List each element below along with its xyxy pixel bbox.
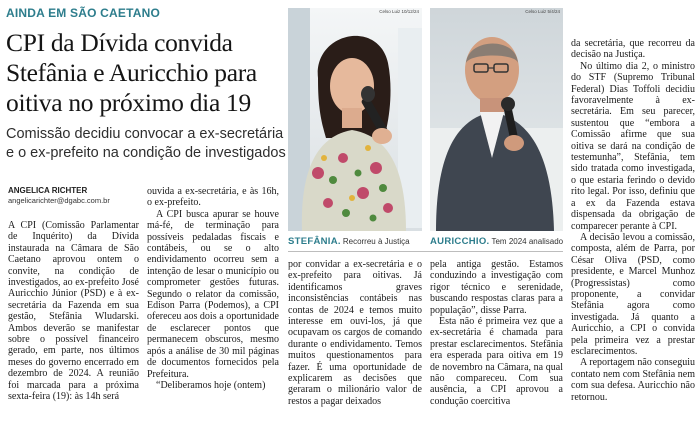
article-column-1 [8,220,139,403]
photo-caption-auricchio [430,236,563,247]
subheadline: Comissão decidiu convocar a ex-secretária e o ex-prefeito na condição de investigados [6,126,286,161]
caption-name: AURICCHIO. [430,236,490,247]
caption-divider [288,251,563,252]
caption-name: STEFÂNIA. [288,236,341,247]
paragraph: Esta não é primeira vez que a ex-secretária é chamada para prestar esclarecimentos. Stefânia era esperada para oitiva em 19 de novembro na Câmara, na qual não compareceu. Com sua ausência, a CPI aprovou a condução coercitiva [430,316,563,407]
paragraph: A reportagem não conseguiu contato nem com Stefânia nem com sua defesa. Auricchio não retornou. [571,357,695,403]
article-column-4 [430,259,563,407]
paragraph: da secretária, que recorreu da decisão na Justiça. [571,38,695,61]
photo-stefania-image [288,8,422,231]
paragraph: No último dia 2, o ministro do STF (Supremo Tribunal Federal) Dias Toffoli decidiu favoravelmente à ex-secretária. Em seu parecer, sustentou que “embora a Comissão afirme que sua oitiva se dará na condição de testemunha”, Stefânia, tem sido tratada como investigada, o que estaria ferindo o devido rito legal. Por isso, definiu que a ex da Fazenda estava dispensada da obrigação de comparecer perante à CPI. [571,60,695,232]
caption-text: Tem 2024 analisado [491,237,564,246]
paragraph: A decisão levou a comissão, composta, além de Parra, por César Oliva (PSD, como presidente, e Marcel Munhoz (Progressistas) como proponente, a convidar Stefânia agora como investigada. Já quanto a Auricchio, a CPI o convida pela primeira vez a prestar esclarecimentos. [571,231,695,357]
headline: CPI da Dívida convida Stefânia e Auricchio para oitiva no próximo dia 19 [6,28,257,117]
photo-credit: Celso Luiz 5/4/24 [525,9,560,14]
article-column-3 [288,259,422,407]
photo-caption-stefania [288,236,410,247]
paragraph: A CPI busca apurar se houve má-fé, de terminação para possíveis pedaladas fiscais e contábeis, ou se o alto endividamento ocorreu sem a intenção de lesar o município ou comprometer gestões futuras. Segundo o relator da comissão, Edison Parra (Podemos), a CPI ofereceu aos dois a oportunidade de esclarecer pontos que permanecem obscuros, mesmo após a análise de 30 mil páginas de documentos fornecidos pela Prefeitura. [147,208,279,380]
photo-stefania [288,8,422,231]
photo-auricchio [430,8,563,231]
paragraph: “Deliberamos hoje (ontem) [156,379,266,391]
author-name: ANGELICA RICHTER [8,186,88,195]
photo-credit: Celso Luiz 10/12/24 [379,9,419,14]
paragraph: A CPI (Comissão Parlamentar de Inquérito) da Dívida instaurada na Câmara de São Caetano aprovou ontem o convite, na condição de investigados, ao ex-prefeito José Auricchio Júnior (PSD) e à ex-secretária da Fazenda em sua gestão, Stefânia Wludarski. Ambos deverão se manifestar sobre o possível financeiro gerado, em parte, nos últimos meses do governo encerrado em dezembro de 2024. A reunião foi marcada para a próxima sexta-feira (19): às 14h será [8,220,139,403]
paragraph: pela antiga gestão. Estamos conduzindo a investigação com rigor técnico e serenidade, buscando respostas claras para a população”, disse Parra. [430,259,563,316]
photo-auricchio-image [430,8,563,231]
paragraph: por convidar a ex-secretária e o ex-prefeito para oitivas. Já identificamos graves inconsistências contábeis nas contas de 2024 e temos muito interesse em ouvi-los, já que ocupavam os cargos de comando durante o endividamento. Temos muitos questionamentos para fazer. É uma oportunidade de explicarem as decisões que geraram o milionário valor de restos a pagar deixados [288,259,422,407]
article-column-5 [571,38,695,403]
author-email[interactable]: angelicarichter@dgabc.com.br [8,196,110,205]
caption-text: Recorreu à Justiça [342,237,410,246]
paragraph: ouvida a ex-secretária, e às 16h, o ex-prefeito. [147,186,279,209]
section-kicker: AINDA EM SÃO CAETANO [6,6,160,20]
article-column-2 [147,186,279,391]
